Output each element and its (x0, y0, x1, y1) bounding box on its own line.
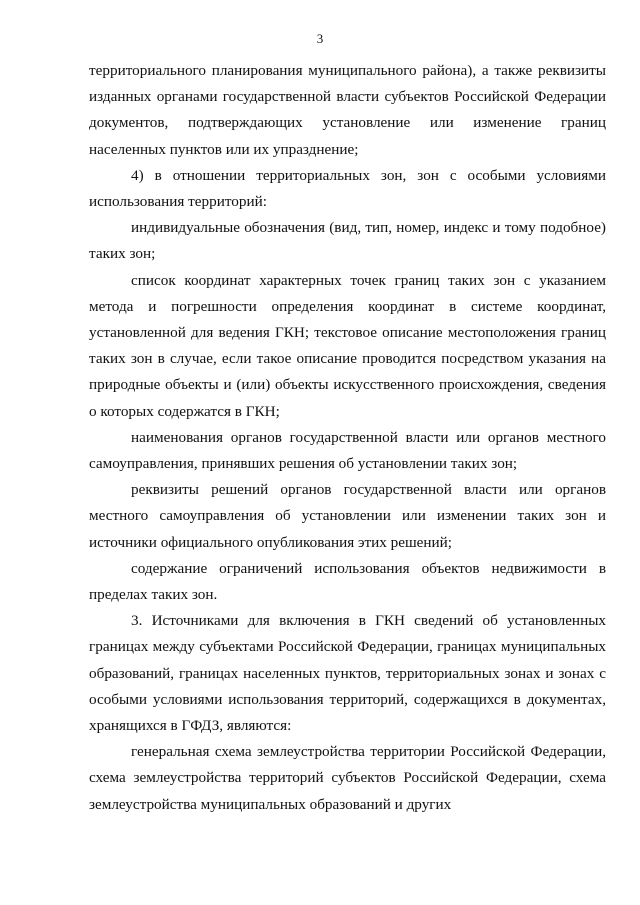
paragraph-zone-authorities: наименования органов государственной власти или органов местного самоуправления, принявших решения об установлении таких зон; (89, 428, 606, 473)
paragraph-boundaries-requisites: территориального планирования муниципального района), а также реквизиты изданных органами государственной власти субъектов Российской Федерации документов, подтверждающих установление или изменение границ населенных пунктов или их упразднение; (89, 62, 606, 158)
paragraph-section-3-sources: 3. Источниками для включения в ГКН сведений об установленных границах между субъектами Российской Федерации, границах муниципальных образований, границах населенных пунктов, территориальных зонах и зонах с особыми условиями использования территорий, содержащихся в документах, хранящихся в ГФДЗ, являются: (89, 612, 606, 735)
paragraph-zone-decisions: реквизиты решений органов государственной власти или органов местного самоуправления об установлении или изменении таких зон и источники официального опубликования этих решений; (89, 481, 606, 551)
paragraph-item-4-zones: 4) в отношении территориальных зон, зон с особыми условиями использования территорий: (89, 166, 606, 211)
paragraph-zone-designations: индивидуальные обозначения (вид, тип, номер, индекс и тому подобное) таких зон; (89, 219, 606, 263)
paragraph-general-scheme: генеральная схема землеустройства территории Российской Федерации, схема землеустройства территорий субъектов Российской Федерации, схема землеустройства муниципальных образований и других (89, 743, 606, 813)
document-body (89, 58, 606, 818)
paragraph-zone-restrictions: содержание ограничений использования объектов недвижимости в пределах таких зон. (89, 559, 606, 604)
paragraph-zone-coordinates: список координат характерных точек границ таких зон с указанием метода и погрешности определения координат в системе координат, установленной для ведения ГКН; текстовое описание местоположения границ таких зон в случае, если такое описание проводится посредством указания на природные объекты и (или) объекты искусственного происхождения, сведения о которых содержатся в ГКН; (89, 271, 606, 420)
page-number: 3 (316, 31, 324, 46)
